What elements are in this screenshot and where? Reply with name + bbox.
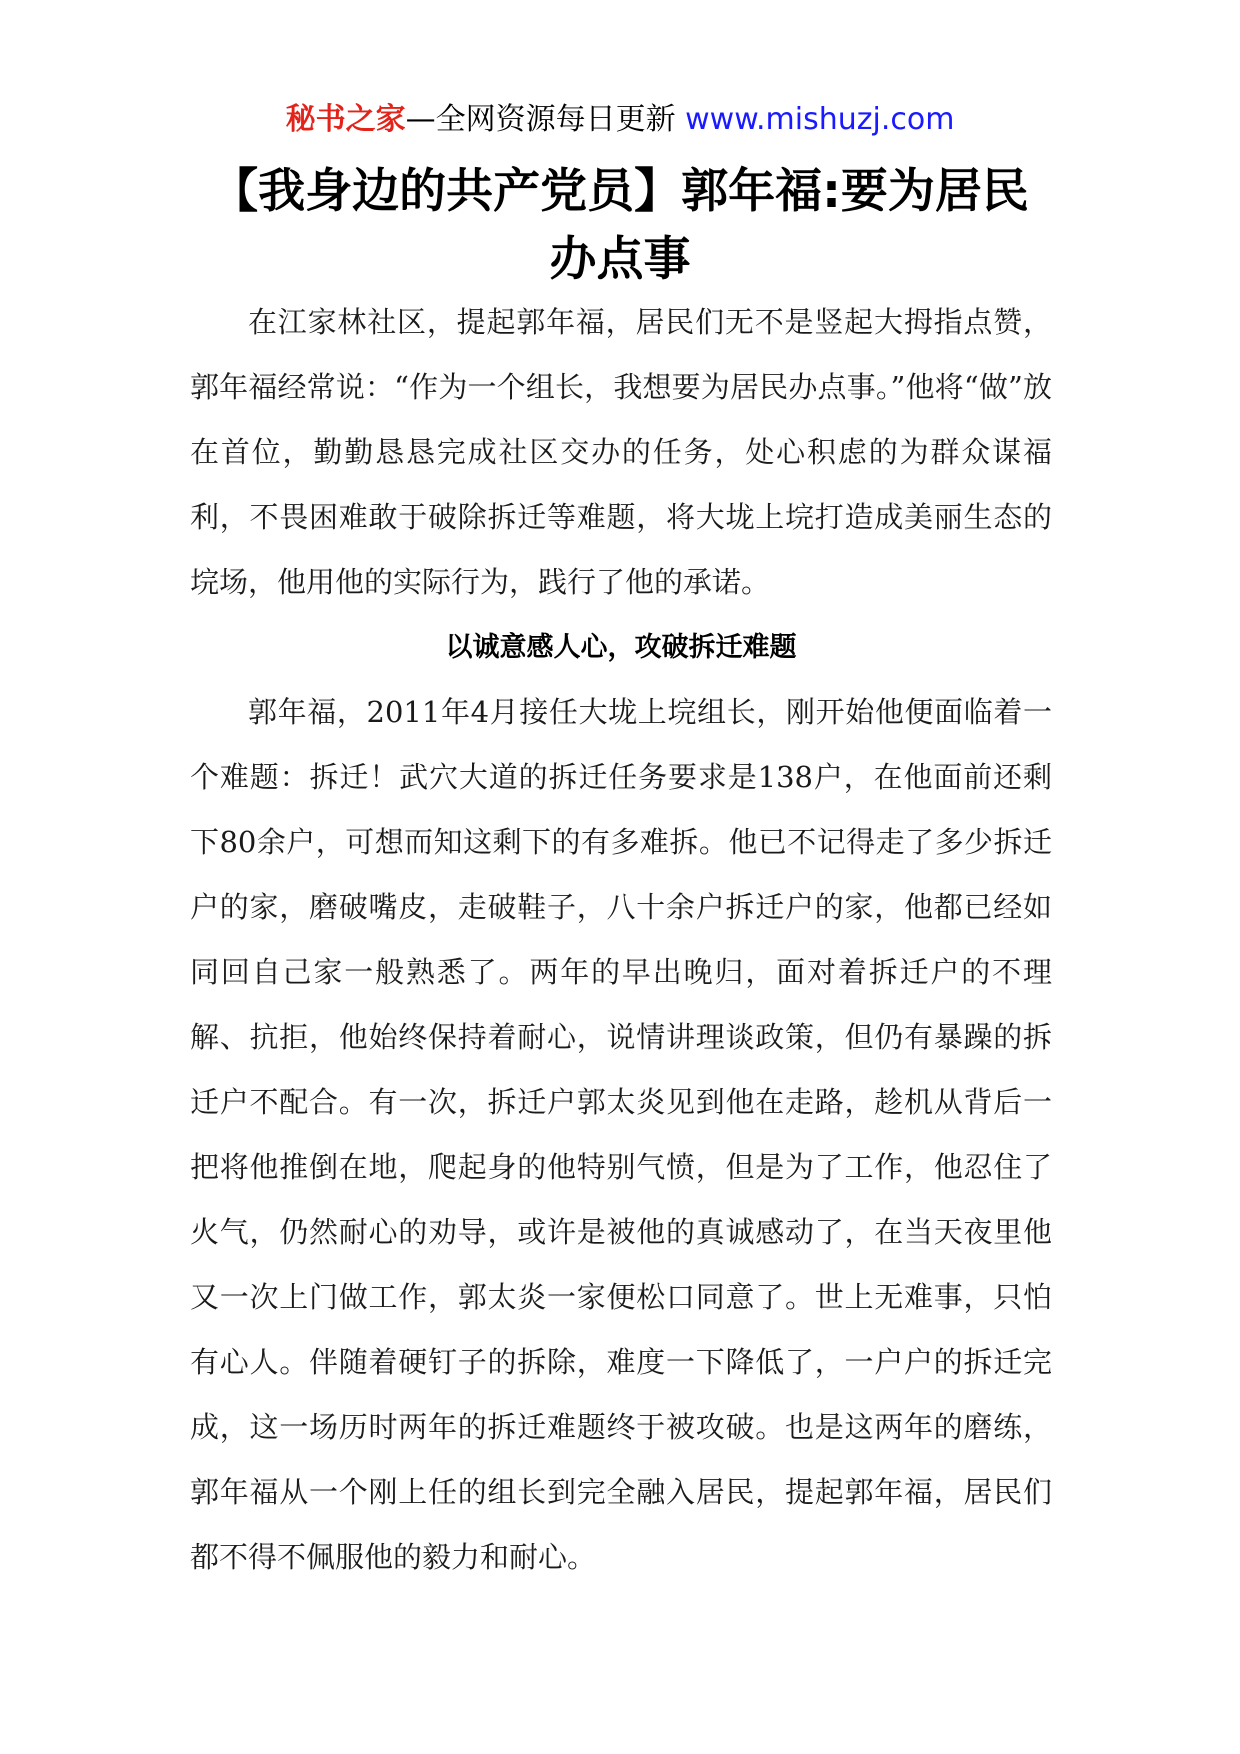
site-url: www.mishuzj.com	[685, 102, 955, 137]
section-heading: 以诚意感人心，攻破拆迁难题	[445, 632, 797, 663]
article-body	[190, 290, 1052, 1590]
document-title: 【我身边的共产党员】郭年福:要为居民办点事	[211, 164, 1029, 287]
site-brand: 秘书之家	[285, 102, 406, 137]
intro-paragraph: 在江家林社区，提起郭年福，居民们无不是竖起大拇指点赞，郭年福经常说：“作为一个组长，我想要为居民办点事。”他将“做”放在首位，勤勤恳恳完成社区交办的任务，处心积虑的为群众谋福利，不畏困难敢于破除拆迁等难题，将大垅上垸打造成美丽生态的垸场，他用他的实际行为，践行了他的承诺。	[190, 305, 1052, 599]
site-tagline: —全网资源每日更新	[405, 102, 686, 137]
site-header	[0, 100, 1240, 140]
section-paragraph: 郭年福，2011年4月接任大垅上垸组长，刚开始他便面临着一个难题：拆迁！武穴大道的拆迁任务要求是138户，在他面前还剩下80余户，可想而知这剩下的有多难拆。他已不记得走了多少拆迁户的家，磨破嘴皮，走破鞋子，八十余户拆迁户的家，他都已经如同回自己家一般熟悉了。两年的早出晚归，面对着拆迁户的不理解、抗拒，他始终保持着耐心，说情讲理谈政策，但仍有暴躁的拆迁户不配合。有一次，拆迁户郭太炎见到他在走路，趁机从背后一把将他推倒在地，爬起身的他特别气愤，但是为了工作，他忍住了火气，仍然耐心的劝导，或许是被他的真诚感动了，在当天夜里他又一次上门做工作，郭太炎一家便松口同意了。世上无难事，只怕有心人。伴随着硬钉子的拆除，难度一下降低了，一户户的拆迁完成，这一场历时两年的拆迁难题终于被攻破。也是这两年的磨练，郭年福从一个刚上任的组长到完全融入居民，提起郭年福，居民们都不得不佩服他的毅力和耐心。	[190, 695, 1052, 1574]
